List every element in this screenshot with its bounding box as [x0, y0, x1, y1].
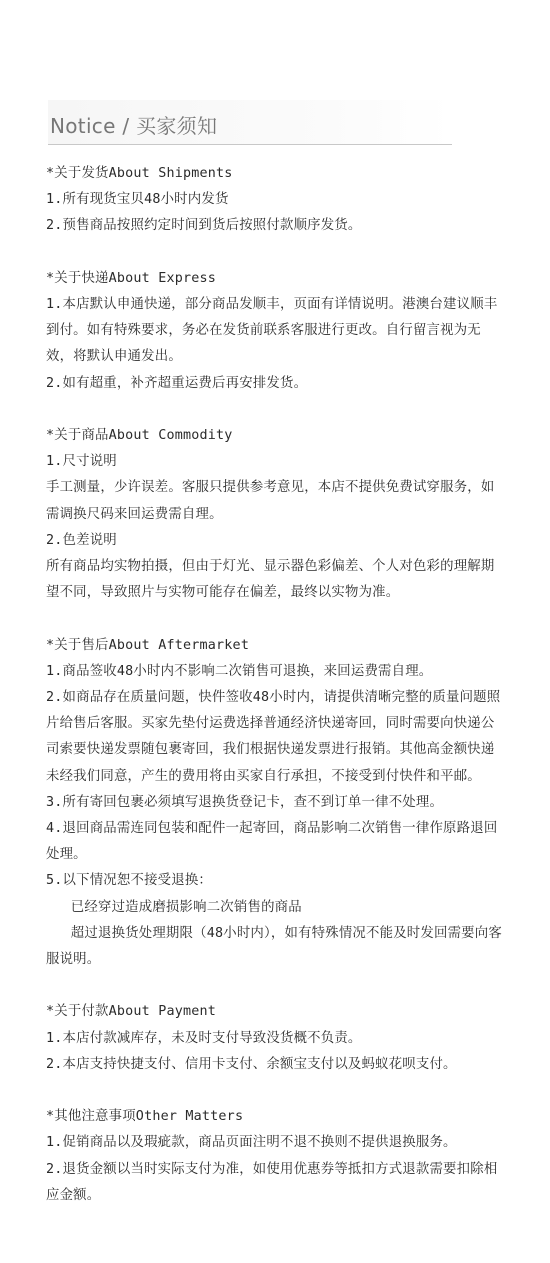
section-line: 1.尺寸说明: [46, 454, 117, 470]
section-line: 1.促销商品以及瑕疵款，商品页面注明不退不换则不提供退换服务。: [46, 1135, 457, 1151]
notice-content: [46, 161, 504, 1209]
section-line: 5.以下情况恕不接受退换：: [46, 873, 213, 889]
section-shipments: [46, 161, 504, 240]
section-payment: [46, 999, 504, 1078]
section-line: 4.退回商品需连同包装和配件一起寄回，商品影响二次销售一律作原路退回处理。: [46, 821, 498, 863]
section-heading: *关于商品About Commodity: [46, 428, 233, 443]
section-heading: *其他注意事项Other Matters: [46, 1109, 244, 1125]
section-gap: [46, 606, 504, 632]
section-line: 超过退换货处理期限（48小时内），如有特殊情况不能及时发回需要向客服说明。: [46, 925, 502, 968]
section-line: 1.所有现货宝贝48小时内发货: [46, 192, 229, 208]
section-line: 2.退货金额以当时实际支付为准，如使用优惠券等抵扣方式退款需要扣除相应金额。: [46, 1161, 498, 1203]
section-line: 1.商品签收48小时内不影响二次销售可退换，来回运费需自理。: [46, 663, 433, 679]
section-line: 2.本店支持快捷支付、信用卡支付、余额宝支付以及蚂蚁花呗支付。: [46, 1056, 457, 1072]
section-line: 2.预售商品按照约定时间到货后按照付款顺序发货。: [46, 218, 362, 234]
section-line: 已经穿过造成磨损影响二次销售的商品: [46, 899, 302, 915]
section-line: 2.色差说明: [46, 532, 117, 548]
section-line: 1.本店付款减库存，未及时支付导致没货概不负责。: [46, 1030, 362, 1046]
section-line: 3.所有寄回包裹必须填写退换货登记卡，查不到订单一律不处理。: [46, 794, 444, 810]
page-title-en: Notice /: [50, 114, 130, 138]
page-title-cn: 买家须知: [136, 114, 218, 138]
section-express: [46, 266, 504, 397]
section-gap: [46, 973, 504, 999]
section-line: 所有商品均实物拍摄，但由于灯光、显示器色彩偏差、个人对色彩的理解期望不同，导致照片与实物可能存在偏差，最终以实物为准。: [46, 559, 495, 601]
page-title: [50, 110, 217, 139]
section-commodity: [46, 423, 504, 606]
section-line: 1.本店默认申通快递，部分商品发顺丰，页面有详情说明。港澳台建议顺丰到付。如有特殊要求，务必在发货前联系客服进行更改。自行留言视为无效，将默认申通发出。: [46, 297, 498, 365]
section-gap: [46, 397, 504, 423]
section-heading: *关于发货About Shipments: [46, 166, 233, 181]
section-heading: *关于付款About Payment: [46, 1004, 217, 1020]
section-gap: [46, 240, 504, 266]
section-gap: [46, 1078, 504, 1104]
section-aftermarket: [46, 633, 504, 974]
section-line: 手工测量，少许误差。客服只提供参考意见，本店不提供免费试穿服务，如需调换尺码来回运费需自理。: [46, 480, 495, 522]
notice-header: [48, 100, 452, 145]
section-line: 2.如有超重，补齐超重运费后再安排发货。: [46, 375, 308, 391]
section-heading: *关于售后About Aftermarket: [46, 637, 250, 653]
section-heading: *关于快递About Express: [46, 270, 217, 286]
section-other-matters: [46, 1104, 504, 1209]
section-line: 2.如商品存在质量问题，快件签收48小时内，请提供清晰完整的质量问题照片给售后客服。买家先垫付运费选择普通经济快递寄回，同时需要向快递公司索要快递发票随包裹寄回，我们根据快递发票进行报销。其他高金额快递未经我们同意，产生的费用将由买家自行承担，不接受到付快件和平邮。: [46, 690, 501, 784]
